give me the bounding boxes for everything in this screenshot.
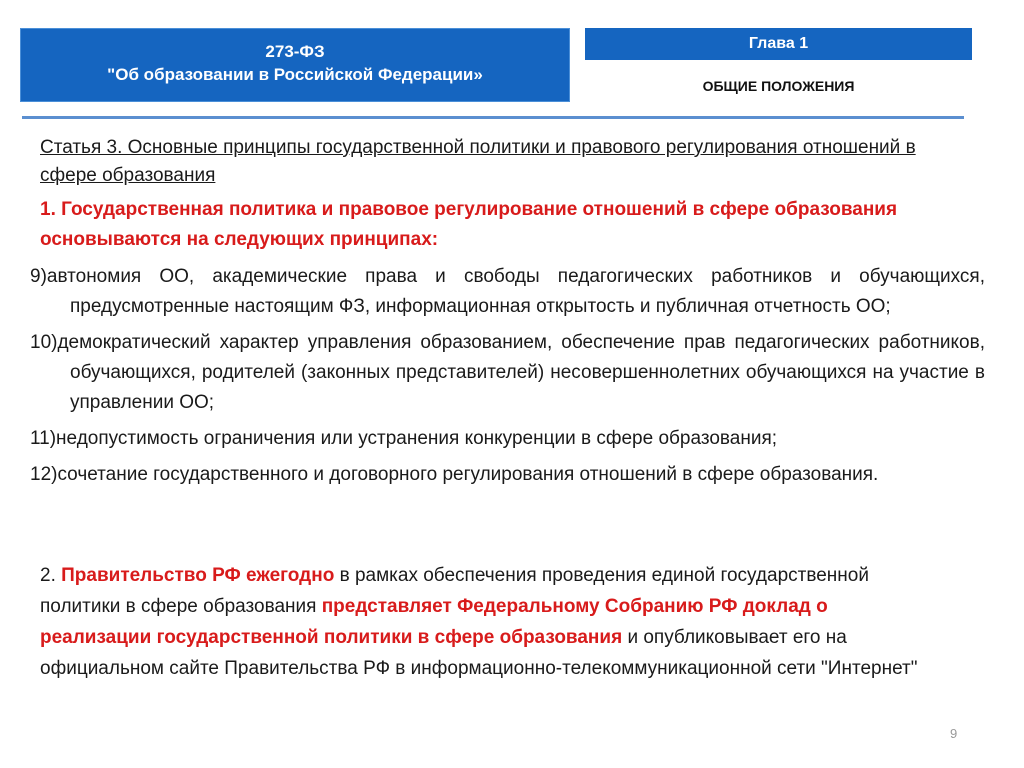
- point2-number: 2.: [40, 565, 62, 586]
- article-point-2: [40, 560, 940, 684]
- list-item: 10)демократический характер управления образованием, обеспечение прав педагогических работников, обучающихся, родителей (законных представителей) несовершеннолетних обучающихся на участие в управлении ОО;: [30, 332, 985, 413]
- article-title: Статья 3. Основные принципы государственной политики и правового регулирования отношений в сфере образования: [40, 137, 916, 186]
- point2-text: в рамках обеспечения проведения единой государственной политики в сфере образования: [40, 565, 869, 617]
- header-divider: [22, 116, 964, 119]
- law-name: "Об образовании в Российской Федерации»: [107, 65, 483, 84]
- point2-text-end: и опубликовывает его на официальном сайте Правительства РФ в информационно-телекоммуникационной сети "Интернет": [40, 627, 918, 679]
- chapter-title: ОБЩИЕ ПОЛОЖЕНИЯ: [702, 78, 855, 94]
- chapter-label-box: [585, 28, 972, 60]
- list-item: 9)автономия ОО, академические права и свободы педагогических работников и обучающихся, предусмотренные настоящим ФЗ, информационная открытость и публичная отчетность ОО;: [30, 266, 985, 317]
- article-point-1: 1. Государственная политика и правовое регулирование отношений в сфере образования основываются на следующих принципах:: [40, 199, 898, 250]
- page-number: 9: [950, 726, 958, 741]
- point2-highlight-report: представляет Федеральному Собранию РФ доклад о реализации государственной политики в сфере образования: [40, 596, 828, 648]
- law-number: 273-ФЗ: [265, 42, 325, 61]
- point2-highlight-government: Правительство РФ ежегодно: [61, 565, 335, 586]
- principles-list: [30, 262, 985, 496]
- law-title-box: [20, 28, 570, 102]
- chapter-label: Глава 1: [748, 35, 809, 52]
- list-item: 12)сочетание государственного и договорного регулирования отношений в сфере образования.: [30, 464, 879, 485]
- list-item: 11)недопустимость ограничения или устранения конкуренции в сфере образования;: [30, 428, 778, 449]
